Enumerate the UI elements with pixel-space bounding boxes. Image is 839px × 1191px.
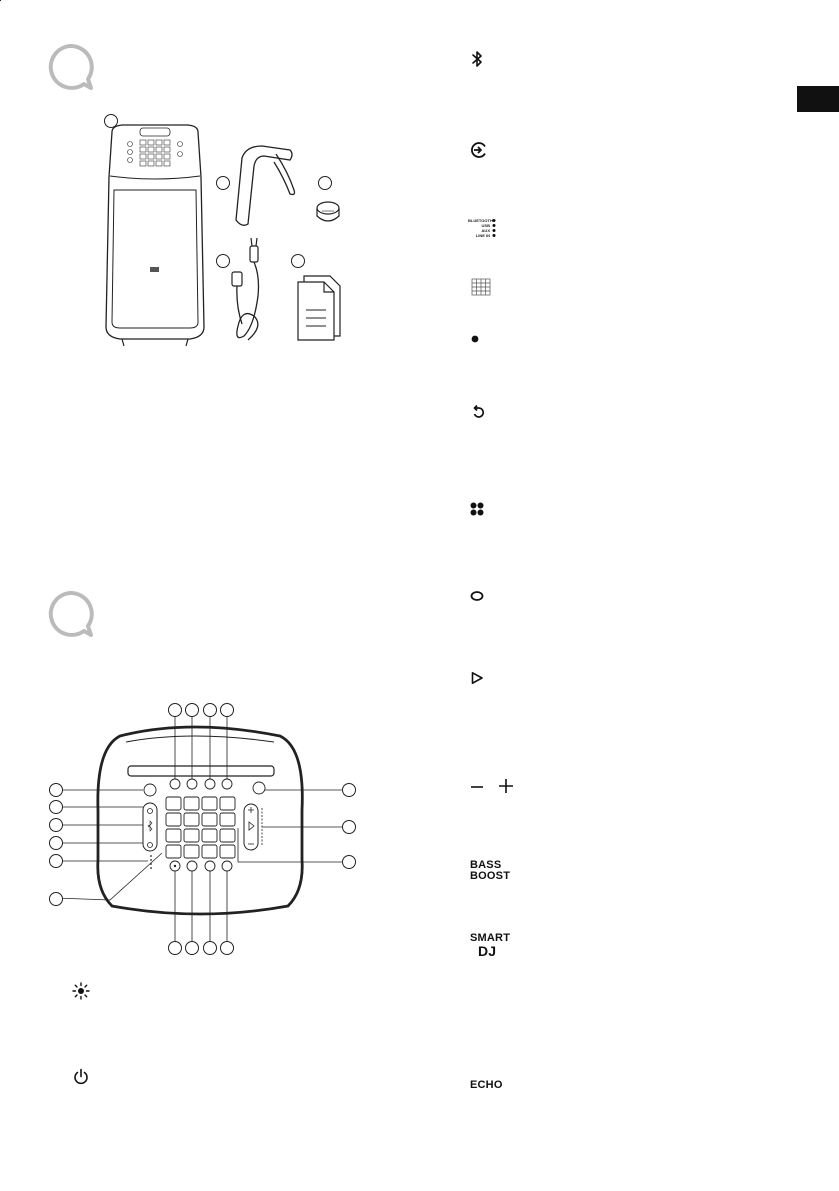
led-label-aux: AUX [481,228,490,233]
led-label-line-in: LINE IN [475,233,490,238]
loop-icon [470,590,484,602]
control-panel-diagram [40,700,370,960]
smart-dj-label [470,933,510,959]
led-label-usb: USB [481,223,490,228]
cap-illustration [312,196,344,228]
bluetooth-icon [471,50,483,68]
callout-left-1 [50,784,63,797]
boost-label: BOOST [470,870,511,882]
play-icon [470,671,484,685]
callout-right-2 [343,821,356,834]
input-icon [470,141,488,159]
callout-top-4 [221,704,234,717]
source-led-icon [468,218,498,240]
undo-icon [471,404,485,420]
bass-label: BASS [470,859,502,871]
callout-bottom-2 [186,942,199,955]
callout-cap [319,177,332,190]
callout-bottom-3 [204,942,217,955]
callout-right-3 [343,856,356,869]
callout-docs [292,255,305,268]
smart-label: SMART [470,932,511,944]
callout-left-4 [50,837,63,850]
power-icon [73,1068,89,1086]
pad-grid-icon [471,278,491,296]
echo-label: ECHO [470,1079,503,1091]
bass-boost-label [470,860,510,882]
led-label-bluetooth: BLUETOOTH [468,218,493,223]
callout-left-6 [50,893,63,906]
callout-top-2 [186,704,199,717]
callout-left-3 [50,819,63,832]
record-dot-icon [471,335,479,343]
power-cord-illustration [224,236,280,348]
documents-illustration [294,272,344,342]
four-dots-icon [470,502,484,516]
callout-right-1 [343,784,356,797]
dj-label: DJ [478,943,497,959]
callout-left-5 [50,855,63,868]
speaker-illustration [100,122,210,348]
callout-top-1 [169,704,182,717]
handle-illustration [228,140,308,232]
callout-bottom-4 [221,942,234,955]
callout-left-2 [50,801,63,814]
volume-minus-icon [470,781,484,793]
callout-bottom-1 [169,942,182,955]
light-icon [72,982,90,1000]
section2-bubble-icon [44,589,96,641]
volume-plus-icon [498,778,514,794]
callout-top-3 [204,704,217,717]
